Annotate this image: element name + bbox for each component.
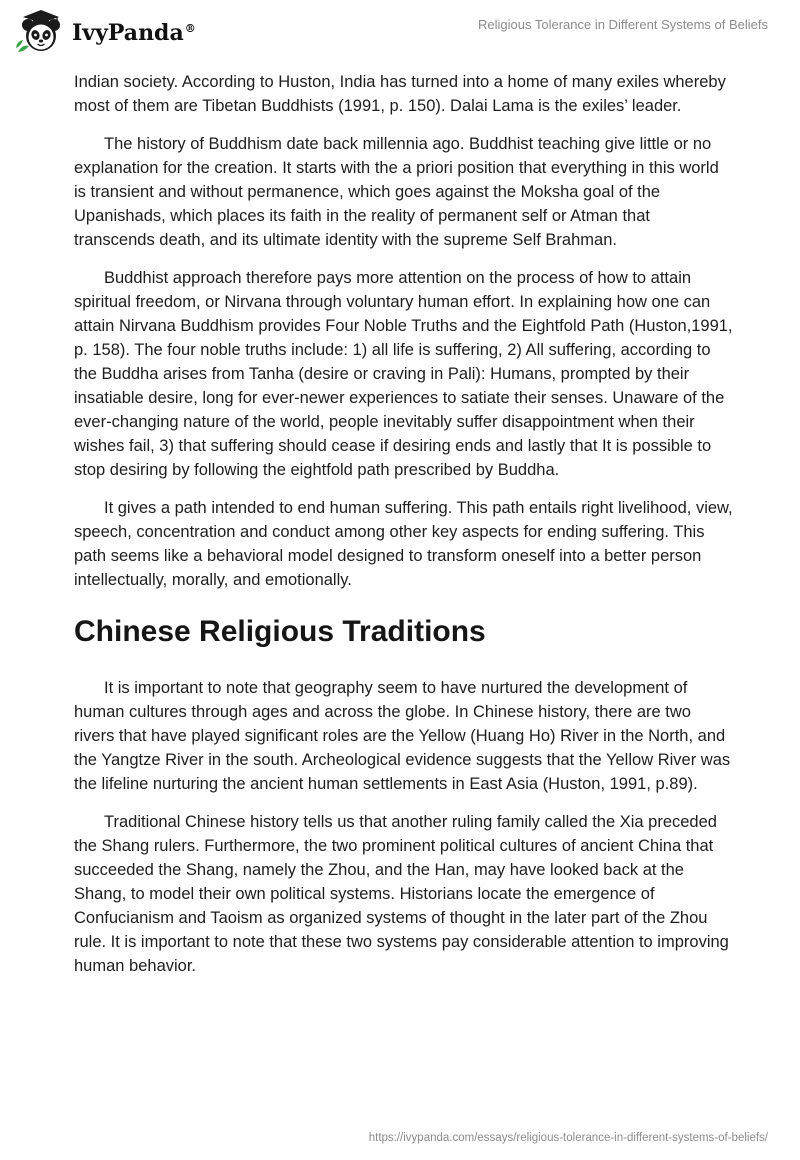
essay-content [74, 70, 734, 992]
source-url[interactable]: https://ivypanda.com/essays/religious-tolerance-in-different-systems-of-beliefs/ [368, 1132, 768, 1144]
paragraph: The history of Buddhism date back millennia ago. Buddhist teaching give little or no explanation for the creation. It starts with the a priori position that everything in this world is transient and without permanence, which goes against the Moksha goal of the Upanishads, which places its faith in the reality of permanent self or Atman that transcends death, and its ultimate identity with the supreme Self Brahman. [74, 135, 719, 249]
paragraph: Buddhist approach therefore pays more attention on the process of how to attain spiritual freedom, or Nirvana through voluntary human effort. In explaining how one can attain Nirvana Buddhism provides Four Noble Truths and the Eightfold Path (Huston,1991, p. 158). The four noble truths include: 1) all life is suffering, 2) All suffering, according to the Buddha arises from Tanha (desire or craving in Pali): Humans, prompted by their insatiable desire, long for ever-newer experiences to satiate their senses. Unaware of the ever-changing nature of the world, people inevitably suffer disappointment when their wishes fail, 3) that suffering should cease if desiring ends and lastly that It is possible to stop desiring by following the eightfold path prescribed by Buddha. [74, 269, 733, 479]
brand-name [72, 20, 196, 46]
section-heading: Chinese Religious Traditions [74, 615, 486, 648]
paragraph: It gives a path intended to end human suffering. This path entails right livelihood, view, speech, concentration and conduct among other key aspects for ending suffering. This path seems like a behavioral model designed to transform oneself into a better person intellectually, morally, and emotionally. [74, 499, 733, 589]
document-title: Religious Tolerance in Different Systems of Beliefs [478, 17, 768, 32]
panda-graduate-icon [14, 8, 68, 56]
paragraph: Indian society. According to Huston, India has turned into a home of many exiles whereby most of them are Tibetan Buddhists (1991, p. 150). Dalai Lama is the exiles’ leader. [74, 73, 726, 115]
paragraph: Traditional Chinese history tells us that another ruling family called the Xia preceded the Shang rulers. Furthermore, the two prominent political cultures of ancient China that succeeded the Shang, namely the Zhou, and the Han, may have looked back at the Shang, to model their own political systems. Historians locate the emergence of Confucianism and Taoism as organized systems of thought in the later part of the Zhou rule. It is important to note that these two systems pay considerable attention to improving human behavior. [74, 813, 729, 975]
paragraph: It is important to note that geography seem to have nurtured the development of human cultures through ages and across the globe. In Chinese history, there are two rivers that have played significant roles are the Yellow (Huang Ho) River in the North, and the Yangtze River in the south. Archeological evidence suggests that the Yellow River was the lifeline nurturing the ancient human settlements in East Asia (Huston, 1991, p.89). [74, 679, 731, 793]
brand-name-text: IvyPanda [72, 20, 184, 46]
page-header [0, 0, 800, 62]
brand-registered-mark: ® [184, 21, 196, 35]
brand-logo[interactable] [14, 8, 196, 56]
